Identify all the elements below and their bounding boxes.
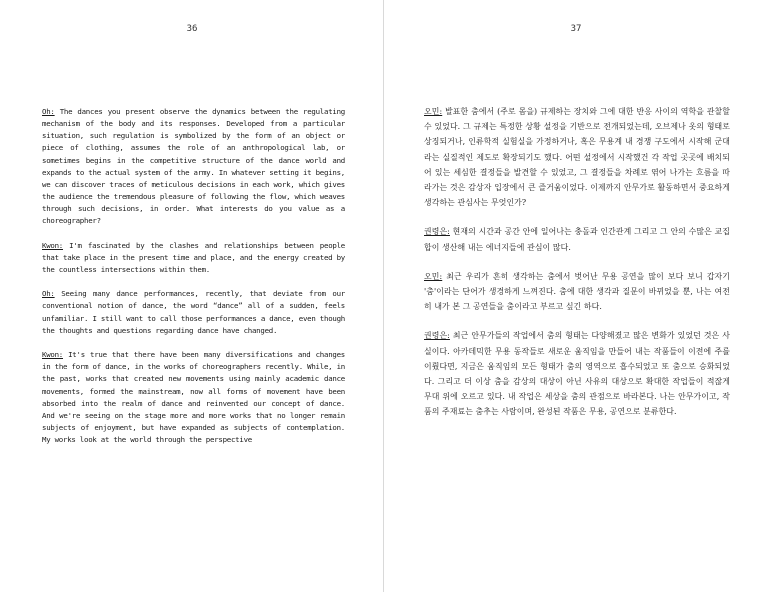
paragraph-oh-1 [42,106,345,228]
speaker-label: Kwon: [42,350,63,360]
paragraph-text: 최근 우리가 흔히 생각하는 춤에서 벗어난 무용 공연을 많이 보다 보니 갑자기 '춤'이라는 단어가 생경하게 느껴진다. 춤에 대한 생각과 질문이 바뀌었을 뿐, 나는 여전히 내가 본 그 공연들을 춤이라고 부르고 싶긴 하다. [424,271,730,312]
page-number-right: 37 [570,24,582,34]
paragraph-text: 최근 안무가들의 작업에서 춤의 형태는 다양해졌고 많은 변화가 있었던 것은 사실이다. 아카데믹한 무용 동작들로 새로운 움직임을 만들어 내는 작품들이 이전에 주를 이뤘다면, 지금은 움직임의 모든 형태가 춤의 영역으로 흡수되었고 또 춤으로 승화되었다. 그리고 더 이상 춤을 감상의 대상이 아닌 사유의 대상으로 확대한 작업들이 적잖게 무대 위에 오르고 있다. 내 작업은 세상을 춤의 관점으로 바라본다. 나는 안무가이고, 작품의 주재료는 춤추는 사람이며, 완성된 작품은 무용, 공연으로 분류한다. [424,331,730,417]
korean-text-column [424,104,730,434]
paragraph-text: 발표한 춤에서 (주로 몸을) 규제하는 장치와 그에 대한 반응 사이의 역학을 관찰할 수 있었다. 그 규제는 특정한 상황 설정을 기반으로 전개되었는데, 오브제나 옷의 형태로 상징되거나, 인류학적 실험실을 가정하거나, 혹은 무용계 내 경쟁 구도에서 시작해 군대라는 실질적인 제도로 확장되기도 했다. 어떤 설정에서 시작했건 각 작업 곳곳에 배치되어 있는 세심한 결정들을 발견할 수 있었고, 그 결정들을 차례로 엮어 나가는 흐름을 따라가는 것은 감상자 입장에서 큰 즐거움이었다. 이제까지 안무가로 활동하면서 중요하게 생각하는 관심사는 무엇인가? [424,107,730,208]
left-page [0,0,383,592]
paragraph-oh-ko-1 [424,104,730,210]
speaker-label: 오민: [424,271,443,281]
paragraph-text: I'm fascinated by the clashes and relationships between people that take place in the present time and place, and the energy created by the countless intersections within them. [42,240,345,275]
speaker-label: Oh: [42,289,55,299]
paragraph-kwon-ko-1 [424,224,730,254]
paragraph-text: Seeing many dance performances, recently, that deviate from our conventional notion of dance, the word “dance” all of a sudden, feels unfamiliar. I still want to call those performances a dance, even though the thoughts and questions regarding dance have changed. [42,289,345,335]
right-page [384,0,768,592]
page-number-left: 36 [186,24,198,34]
paragraph-text: It's true that there have been many diversifications and changes in the form of dance, in the works of choreographers recently. While, in the past, works that created new movements using mainly academic dance movements, formed the mainstream, now all forms of movement have been absorbed into the realm of dance and reinvented our concept of dance. And we're seeing on the stage more and more works that no longer remain subjects of enjoyment, but have expanded as subjects of contemplation. My works look at the world through the perspective [42,350,345,445]
speaker-label: 권령은: [424,227,450,237]
speaker-label: Kwon: [42,240,63,250]
paragraph-text: The dances you present observe the dynamics between the regulating mechanism of the body and its responses. Developed from a particular situation, such regulation is symbolized by the form of an object or piece of clothing, assumes the role of an anthropological lab, or sometimes begins in the competitive structure of the dance world and expands to the actual system of the army. In whatever setting it begins, we can discover traces of meticulous decisions in each work, which gives the audience the tremendous pleasure of following the flow, which weaves through such decisions, in order. What interests do you value as a choreographer? [42,107,345,226]
paragraph-oh-2 [42,288,345,337]
paragraph-kwon-2 [42,349,345,446]
paragraph-text: 현재의 시간과 공간 안에 일어나는 충돌과 인간관계 그리고 그 안의 수많은 교집합이 생산해 내는 에너지들에 관심이 많다. [424,227,730,252]
paragraph-oh-ko-2 [424,269,730,315]
speaker-label: Oh: [42,107,55,116]
english-text-column [42,106,345,458]
speaker-label: 권령은: [424,331,450,341]
paragraph-kwon-1 [42,240,345,276]
paragraph-kwon-ko-2 [424,328,730,419]
speaker-label: 오민: [424,107,443,116]
